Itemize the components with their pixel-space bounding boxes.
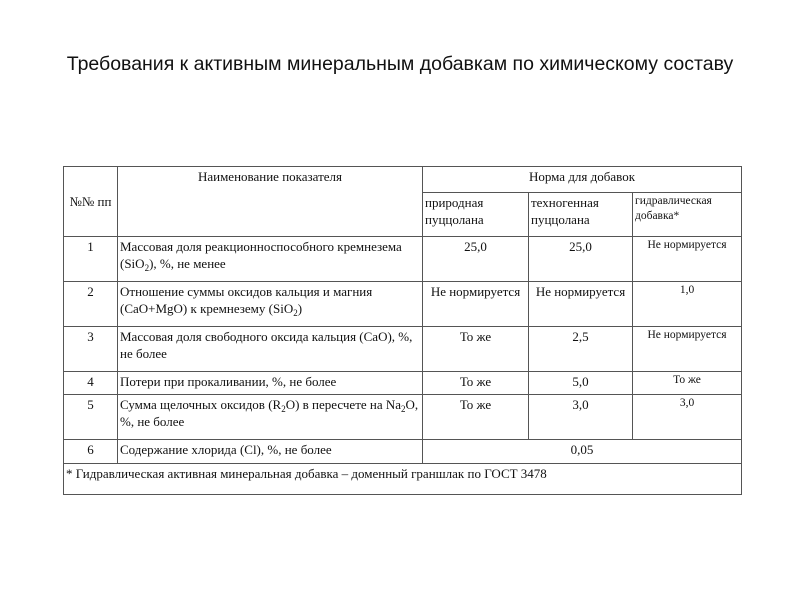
- row-number: 1: [64, 237, 118, 282]
- row-number: 6: [64, 440, 118, 464]
- row-natural-value: То же: [423, 327, 529, 372]
- table-footnote-row: [64, 464, 742, 495]
- row-natural-value: То же: [423, 372, 529, 395]
- row-natural-value: То же: [423, 395, 529, 440]
- header-norm: Норма для добавок: [423, 167, 742, 193]
- row-merged-value: 0,05: [423, 440, 742, 464]
- row-hydraulic-value: 3,0: [633, 395, 742, 440]
- page-title: Требования к активным минеральным добавкам по химическому составу: [66, 53, 734, 75]
- row-number: 2: [64, 282, 118, 327]
- row-natural-value: Не нормируется: [423, 282, 529, 327]
- row-technogenic-value: 2,5: [529, 327, 633, 372]
- row-indicator: Сумма щелочных оксидов $(R_2О)$ в пересчете на $Na_2O$, %, не более: [118, 395, 423, 440]
- row-hydraulic-value: То же: [633, 372, 742, 395]
- row-number: 3: [64, 327, 118, 372]
- requirements-table: [63, 166, 742, 495]
- header-technogenic-pozzolana: техногенная пуццолана: [529, 193, 633, 237]
- header-number: №№ пп: [64, 167, 118, 237]
- row-indicator: Массовая доля реакционноспособного кремнезема (SiO$_2$), %, не менее: [118, 237, 423, 282]
- row-indicator: Массовая доля свободного оксида кальция (СаО), %, не более: [118, 327, 423, 372]
- row-indicator: Содержание хлорида (Cl), %, не более: [118, 440, 423, 464]
- table-row: [64, 395, 742, 440]
- row-hydraulic-value: Не нормируется: [633, 237, 742, 282]
- row-natural-value: 25,0: [423, 237, 529, 282]
- row-indicator: Потери при прокаливании, %, не более: [118, 372, 423, 395]
- table-header-row: [64, 167, 742, 193]
- header-hydraulic-additive: гидравлическая добавка*: [633, 193, 742, 237]
- row-hydraulic-value: 1,0: [633, 282, 742, 327]
- table-row: [64, 372, 742, 395]
- row-technogenic-value: 3,0: [529, 395, 633, 440]
- table-row: [64, 440, 742, 464]
- row-technogenic-value: 25,0: [529, 237, 633, 282]
- row-technogenic-value: Не нормируется: [529, 282, 633, 327]
- row-hydraulic-value: Не нормируется: [633, 327, 742, 372]
- row-number: 5: [64, 395, 118, 440]
- table-row: [64, 237, 742, 282]
- row-indicator: Отношение суммы оксидов кальция и магния (CaO+MgO) к кремнезему (SiO$_2$): [118, 282, 423, 327]
- header-natural-pozzolana: природная пуццолана: [423, 193, 529, 237]
- table-footnote: * Гидравлическая активная минеральная добавка – доменный граншлак по ГОСТ 3478: [64, 464, 742, 495]
- table-row: [64, 327, 742, 372]
- row-technogenic-value: 5,0: [529, 372, 633, 395]
- table-row: [64, 282, 742, 327]
- header-indicator-name: Наименование показателя: [118, 167, 423, 237]
- row-number: 4: [64, 372, 118, 395]
